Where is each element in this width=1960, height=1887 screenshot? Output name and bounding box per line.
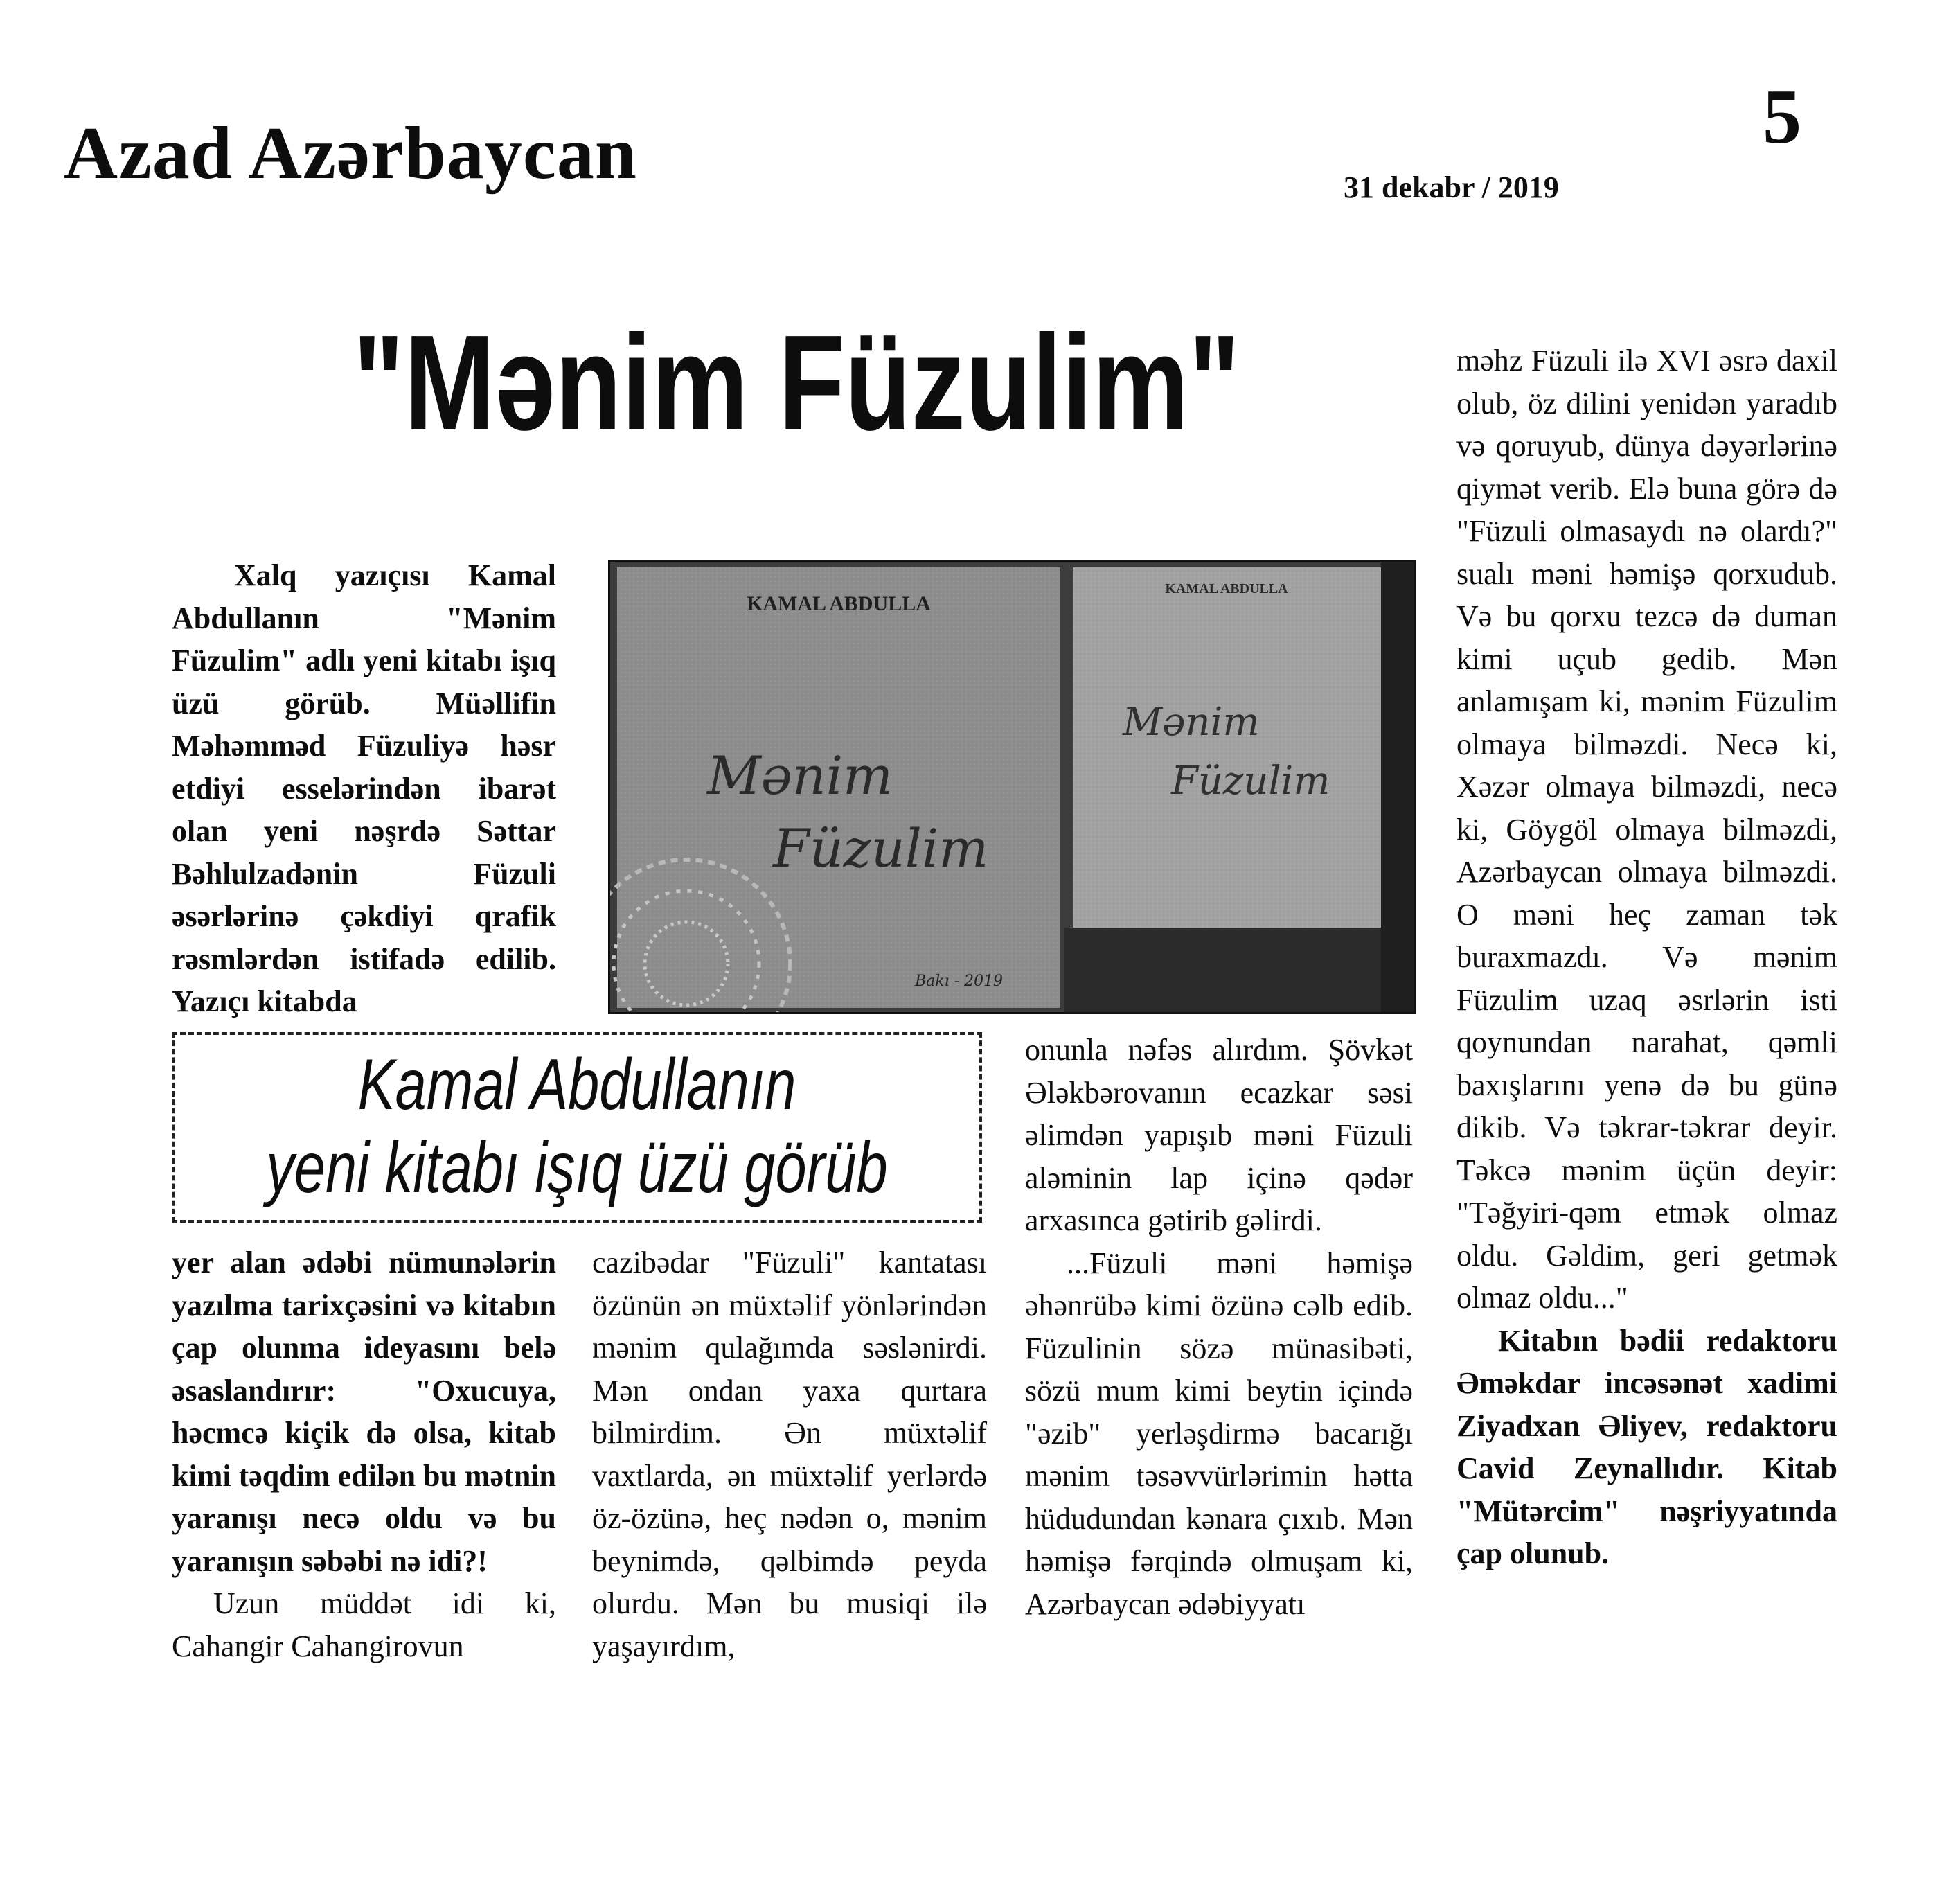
front-cover-footer: Bakı - 2019 <box>915 973 1004 990</box>
front-cover-title-1: Mənim <box>707 745 893 806</box>
article-column-2 <box>592 1241 987 1667</box>
front-cover-title-2: Füzulim <box>773 817 989 879</box>
front-cover-author: KAMAL ABDULLA <box>747 592 931 615</box>
article-column-4 <box>1456 339 1837 1575</box>
back-cover <box>1064 562 1414 1012</box>
newspaper-name: Azad Azərbaycan <box>64 112 637 195</box>
article-intro-column <box>172 554 556 1023</box>
article-intro: Xalq yazıçısı Kamal Abdullanın "Mənim Füzulim" adlı yeni kitabı işıq üzü görüb. Müəllifin Məhəmməd Füzuliyə həsr etdiyi esselərindən ibarət olan yeni nəşrdə Səttar Bəhlulzadənin Füzuli əsərlərinə çəkdiyi qrafik rəsmlərdən istifadə edilib. Yazıçı kitabda <box>172 558 556 1018</box>
book-cover-photo <box>608 560 1416 1014</box>
back-cover-title-1: Mənim <box>1123 700 1260 745</box>
subtitle-box <box>172 1032 982 1223</box>
back-cover-title-2: Füzulim <box>1171 759 1330 804</box>
article-col3-para2: ...Füzuli məni həmişə əhənrübə kimi özünə cəlb edib. Füzulinin sözə münasibəti, sözü mum kimi beytin içində "əzib" yerləşdirmə bacarığı mənim təsəvvürlərimin hətta hüdudundan kənara çıxıb. Mən həmişə fərqində olmuşam ki, Azərbaycan ədəbiyyatı <box>1025 1246 1413 1621</box>
front-cover <box>610 567 1060 1012</box>
article-col1-continued: yer alan ədəbi nümunələrin yazılma tarixçəsini və kitabın çap olunma ideyasını belə əsaslandırır: "Oxucuya, həcmcə kiçik də olsa, kitab kimi təqdim edilən bu mətnin yaranışı necə oldu və bu yaranışın səbəbi nə idi?! <box>172 1246 556 1578</box>
subtitle-line-1: Kamal Abdullanın <box>357 1045 796 1125</box>
article-col2-text: cazibədar "Füzuli" kantatası özünün ən müxtəlif yönlərindən mənim qulağımda səslənirdi. Mən ondan yaxa qurtara bilmirdim. Ən müxtəlif vaxtlarda, ən müxtəlif yerlərdə öz-özünə, heç nədən o, mənim beynimdə, qəlbimdə peyda olurdu. Mən bu musiqi ilə yaşayırdım, <box>592 1246 987 1663</box>
article-col3-para1: onunla nəfəs alırdım. Şövkət Ələkbərovanın ecazkar səsi əlimdən yapışıb məni Füzuli aləminin lap içinə qədər arxasınca gətirib gəlirdi. <box>1025 1033 1413 1237</box>
article-col4-para1: məhz Füzuli ilə XVI əsrə daxil olub, öz dilini yenidən yaradıb və qoruyub, dünya dəyərlərinə qiymət verib. Elə buna görə də "Füzuli olmasaydı nə olardı?" sualı məni həmişə qorxudub. Və bu qorxu tezcə də duman kimi uçub gedib. Mən anlamışam ki, mənim Füzulim olmaya bilməzdi. Necə ki, Xəzər olmaya bilməzdi, necə ki, Göygöl olmaya bilməzdi, Azərbaycan olmaya bilməzdi. O məni heç zaman tək buraxmazdı. Və mənim Füzulim uzaq əsrlərin isti qoynundan narahat, qəmli baxışlarını yenə də bu günə dikib. Və təkrar-təkrar deyir. Təkcə mənim üçün deyir: "Təğyiri-qəm etmək olmaz oldu. Gəldim, geri getmək olmaz oldu..." <box>1456 344 1837 1315</box>
article-column-3 <box>1025 1029 1413 1625</box>
back-cover-author: KAMAL ABDULLA <box>1165 581 1288 596</box>
issue-date: 31 dekabr / 2019 <box>1344 170 1559 204</box>
article-col4-credits: Kitabın bədii redaktoru Əməkdar incəsənət xadimi Ziyadxan Əliyev, redaktoru Cavid Zeynallıdır. Kitab "Mütərcim" nəşriyyatında çap olunub. <box>1456 1323 1837 1570</box>
article-headline: "Mənim Füzulim" <box>353 307 1240 459</box>
subtitle-line-2: yeni kitabı işıq üzü görüb <box>266 1128 888 1208</box>
page-number: 5 <box>1763 74 1801 160</box>
article-col1-para2: Uzun müddət idi ki, Cahangir Cahangirovun <box>172 1586 556 1663</box>
article-column-1 <box>172 1241 556 1667</box>
